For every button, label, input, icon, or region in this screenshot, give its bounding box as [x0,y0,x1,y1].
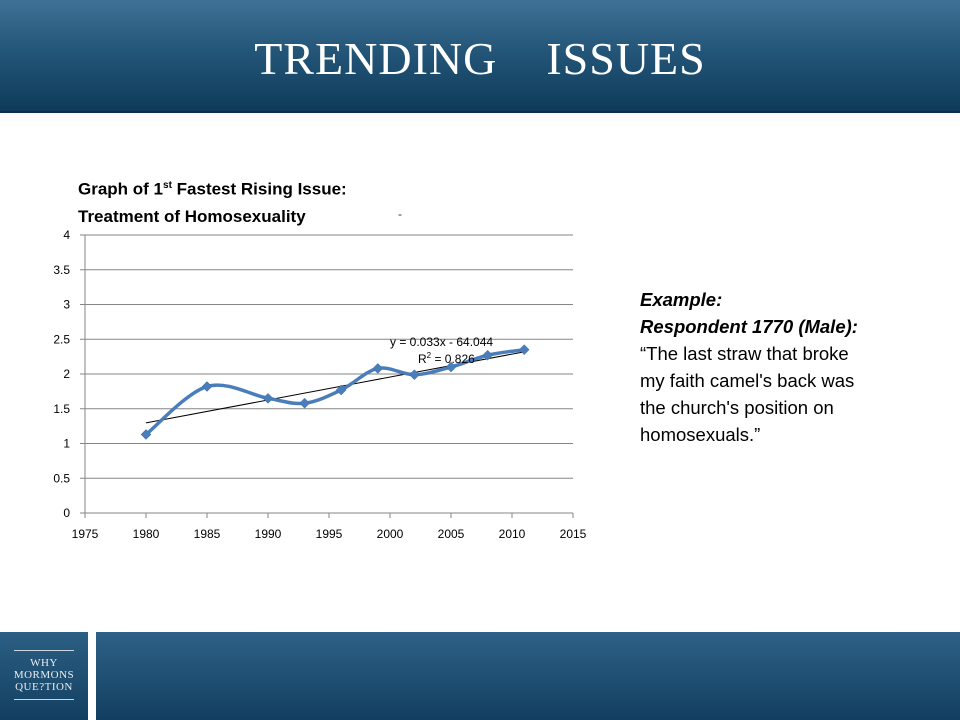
footer-divider [88,632,96,720]
chart-heading-line-2: Treatment of Homosexuality [78,206,306,226]
chart-heading-prefix: Graph of 1 [78,179,164,199]
quote-respondent: Respondent 1770 (Male): [640,316,858,337]
footer-banner [96,632,960,720]
x-tick-label: 1980 [132,527,160,541]
chart-heading-superscript: st [163,180,172,191]
logo-text-line: WHY [30,657,58,669]
logo [0,632,88,720]
x-tick-label: 2005 [437,527,465,541]
y-axis-ticks [53,228,70,520]
y-tick-label: 1 [63,436,70,451]
data-point-marker [409,370,419,380]
r2-superscript: 2 [426,351,432,360]
logo-rule-top [14,650,74,651]
x-axis-ticks [72,527,587,541]
trendline-equation: y = 0.033x - 64.044 [390,335,494,349]
respondent-quote [640,286,940,448]
quote-line: homosexuals.” [640,424,761,445]
data-point-marker [263,393,273,403]
x-tick-label: 1975 [71,527,99,541]
x-tick-label: 1995 [315,527,343,541]
x-tick-label: 2010 [498,527,526,541]
x-tick-label: 2015 [559,527,587,541]
logo-rule-bottom [14,699,74,700]
y-tick-label: 1.5 [53,401,70,416]
chart-grid [80,235,573,518]
y-tick-label: 3.5 [53,262,70,277]
r2-symbol: R [418,352,427,366]
trendline-r2 [418,351,475,366]
slide-title: TRENDING ISSUES [254,33,706,84]
data-point-marker [519,345,529,355]
y-tick-label: 0 [63,506,70,520]
data-point-marker [373,363,383,373]
y-tick-label: 3 [63,297,70,312]
data-point-marker [202,382,212,392]
r2-value: = 0.826 [431,352,475,366]
chart-heading-suffix: Fastest Rising Issue: [171,179,347,199]
logo-text-line: QUE?TION [15,681,73,693]
data-point-marker [483,350,493,360]
y-tick-label: 4 [63,228,70,242]
data-point-marker [300,398,310,408]
x-tick-label: 1985 [193,527,221,541]
quote-line: my faith camel's back was [640,370,855,391]
y-tick-label: 2 [63,367,70,381]
x-tick-label: 1990 [254,527,282,541]
y-tick-label: 2.5 [53,332,70,347]
y-tick-label: 0.5 [53,471,70,486]
trendline-labels [390,335,493,366]
quote-heading: Example: [640,289,723,310]
stray-mark: - [398,207,402,221]
quote-line: “The last straw that broke [640,343,849,364]
x-tick-label: 2000 [376,527,404,541]
quote-line: the church's position on [640,397,834,418]
logo-text-line: MORMONS [13,669,75,681]
